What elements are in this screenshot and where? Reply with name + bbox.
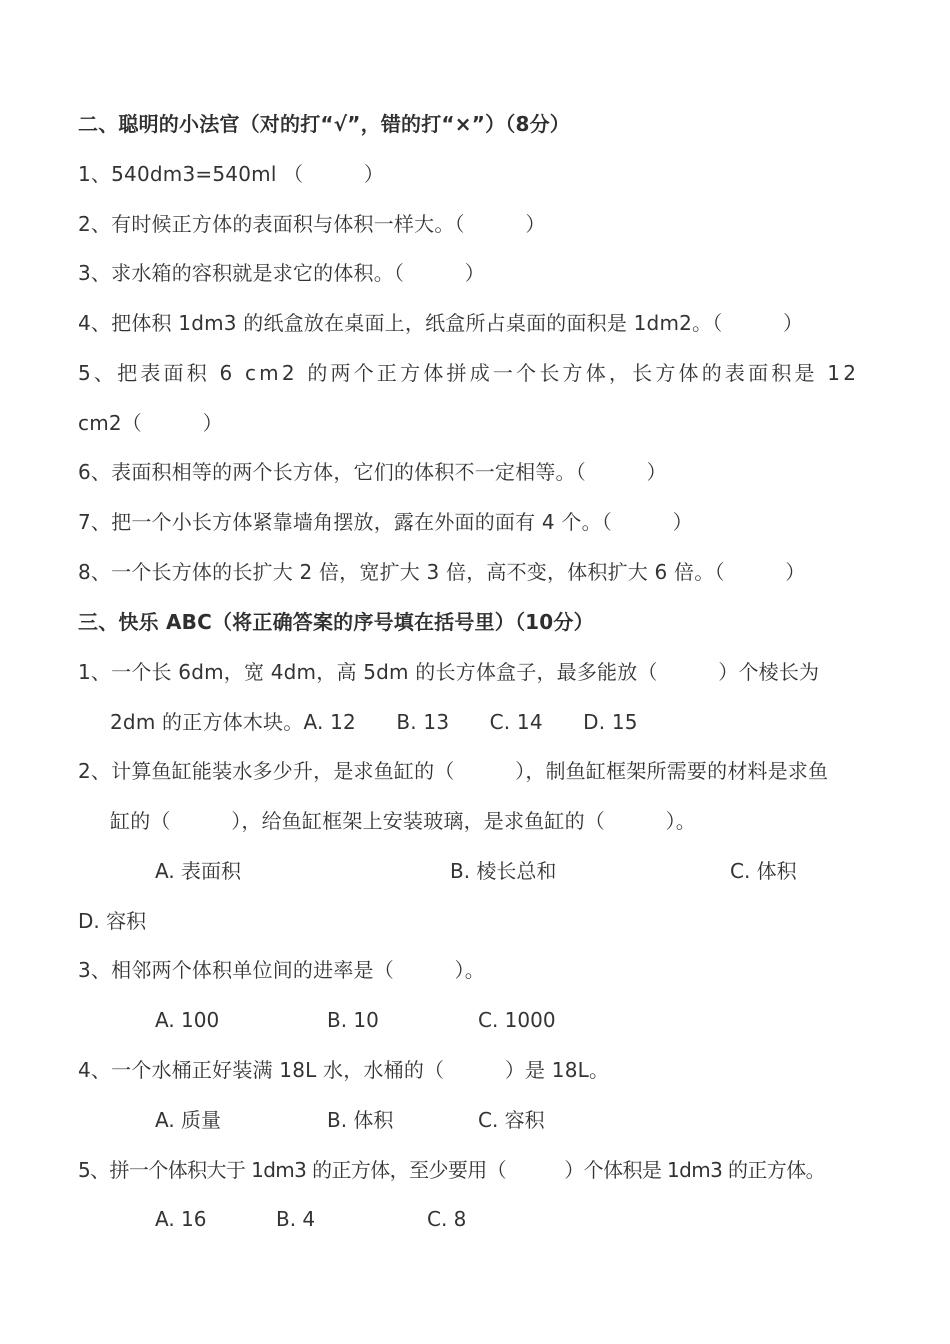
tf-item-2: 2、有时候正方体的表面积与体积一样大。（ ）	[78, 212, 546, 236]
mc-q2-option-a: A. 表面积	[155, 859, 242, 883]
tf-item-5-line1: 5、把表面积 6 cm2 的两个正方体拼成一个长方体，长方体的表面积是 12	[78, 361, 860, 385]
mc-q3-option-b: B. 10	[327, 1008, 379, 1032]
mc-q4-option-a: A. 质量	[155, 1108, 222, 1132]
section-3-heading: 三、快乐 ABC（将正确答案的序号填在括号里）（10分）	[78, 610, 594, 634]
tf-item-8: 8、一个长方体的长扩大 2 倍，宽扩大 3 倍，高不变，体积扩大 6 倍。（ ）	[78, 560, 806, 584]
mc-q4-stem: 4、一个水桶正好装满 18L 水，水桶的（ ）是 18L。	[78, 1058, 610, 1082]
mc-q4-option-c: C. 容积	[478, 1108, 545, 1132]
mc-q5-option-a: A. 16	[155, 1207, 207, 1231]
mc-q2-line2: 缸的（ ），给鱼缸框架上安装玻璃，是求鱼缸的（ ）。	[110, 809, 696, 833]
mc-q5-option-c: C. 8	[427, 1207, 467, 1231]
tf-item-7: 7、把一个小长方体紧靠墙角摆放，露在外面的面有 4 个。（ ）	[78, 510, 693, 534]
mc-q2-option-c: C. 体积	[730, 859, 797, 883]
mc-q2-option-b: B. 棱长总和	[450, 859, 557, 883]
mc-q3-option-a: A. 100	[155, 1008, 220, 1032]
tf-item-5-line2: cm2（ ）	[78, 411, 223, 435]
mc-q2-option-d: D. 容积	[78, 909, 147, 933]
mc-q4-option-b: B. 体积	[327, 1108, 394, 1132]
mc-q2-line1: 2、计算鱼缸能装水多少升，是求鱼缸的（ ），制鱼缸框架所需要的材料是求鱼	[78, 759, 829, 783]
section-2-heading: 二、聪明的小法官（对的打“√”，错的打“×”）（8分）	[78, 112, 570, 136]
tf-item-6: 6、表面积相等的两个长方体，它们的体积不一定相等。（ ）	[78, 460, 667, 484]
mc-q3-option-c: C. 1000	[478, 1008, 556, 1032]
mc-q1-line1: 1、一个长 6dm，宽 4dm，高 5dm 的长方体盒子，最多能放（ ）个棱长为	[78, 660, 820, 684]
tf-item-4: 4、把体积 1dm3 的纸盒放在桌面上，纸盒所占桌面的面积是 1dm2。（ ）	[78, 311, 804, 335]
mc-q5-stem: 5、拼一个体积大于 1dm3 的正方体，至少要用（ ）个体积是 1dm3 的正方体。	[78, 1158, 826, 1182]
mc-q1-line2: 2dm 的正方体木块。A. 12 B. 13 C. 14 D. 15	[110, 710, 638, 734]
mc-q5-option-b: B. 4	[276, 1207, 316, 1231]
tf-item-3: 3、求水箱的容积就是求它的体积。（ ）	[78, 261, 485, 285]
tf-item-1: 1、540dm3=540ml （ ）	[78, 162, 385, 186]
mc-q3-stem: 3、相邻两个体积单位间的进率是（ ）。	[78, 958, 485, 982]
